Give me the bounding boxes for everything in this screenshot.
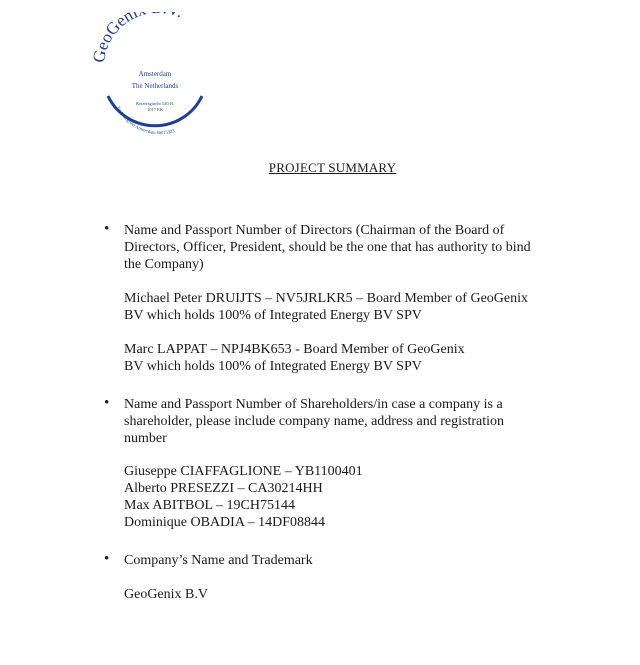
seal-registry: Trade Register Amsterdam 60015323	[115, 105, 176, 136]
text-line: Company’s Name and Trademark	[124, 553, 313, 568]
bullet-icon: •	[104, 395, 110, 411]
shareholder-item: Giuseppe CIAFFAGLIONE – YB1100401	[124, 464, 363, 479]
text-line: shareholder, please include company name, address and registration	[124, 414, 505, 429]
text-line: GeoGenix B.V	[124, 587, 208, 602]
company-heading	[124, 552, 569, 569]
text-line: the Company)	[124, 257, 204, 272]
seal-address-line1: Keizersgracht 520 H,	[135, 101, 175, 106]
text-line: Name and Passport Number of Directors (Chairman of the Board of	[124, 223, 505, 238]
seal-city: Amsterdam	[138, 70, 172, 78]
company-seal-logo	[90, 12, 220, 142]
shareholder-item: Max ABITBOL – 19CH75144	[124, 498, 295, 513]
company-name	[124, 586, 569, 603]
shareholder-item: Dominique OBADIA – 14DF08844	[124, 515, 326, 530]
director-entry	[124, 341, 569, 375]
text-line: BV which holds 100% of Integrated Energy BV SPV	[124, 308, 422, 323]
seal-company-name: GeoGeni	[90, 12, 141, 64]
page-title: PROJECT SUMMARY	[268, 160, 397, 175]
shareholders-heading	[124, 396, 569, 447]
text-line: BV which holds 100% of Integrated Energy BV SPV	[124, 359, 422, 374]
bullet-icon: •	[104, 221, 110, 237]
text-line: Directors, Officer, President, should be the one that has authority to bind	[124, 240, 531, 255]
directors-heading	[124, 222, 569, 273]
seal-address-line2: 1017 EK	[146, 107, 164, 112]
bullet-icon: •	[104, 551, 110, 567]
seal-country: The Netherlands	[131, 82, 179, 90]
text-line: Name and Passport Number of Shareholders/in case a company is a	[124, 397, 503, 412]
shareholder-item: Alberto PRESEZZI – CA30214HH	[124, 481, 323, 496]
director-entry	[124, 290, 569, 324]
text-line: Michael Peter DRUIJTS – NV5JRLKR5 – Board Member of GeoGenix	[124, 291, 528, 306]
text-line: number	[124, 431, 167, 446]
company-seal-graphic	[90, 12, 220, 142]
text-line: Marc LAPPAT – NPJ4BK653 - Board Member of GeoGenix	[124, 342, 465, 357]
shareholders-list	[124, 463, 569, 531]
